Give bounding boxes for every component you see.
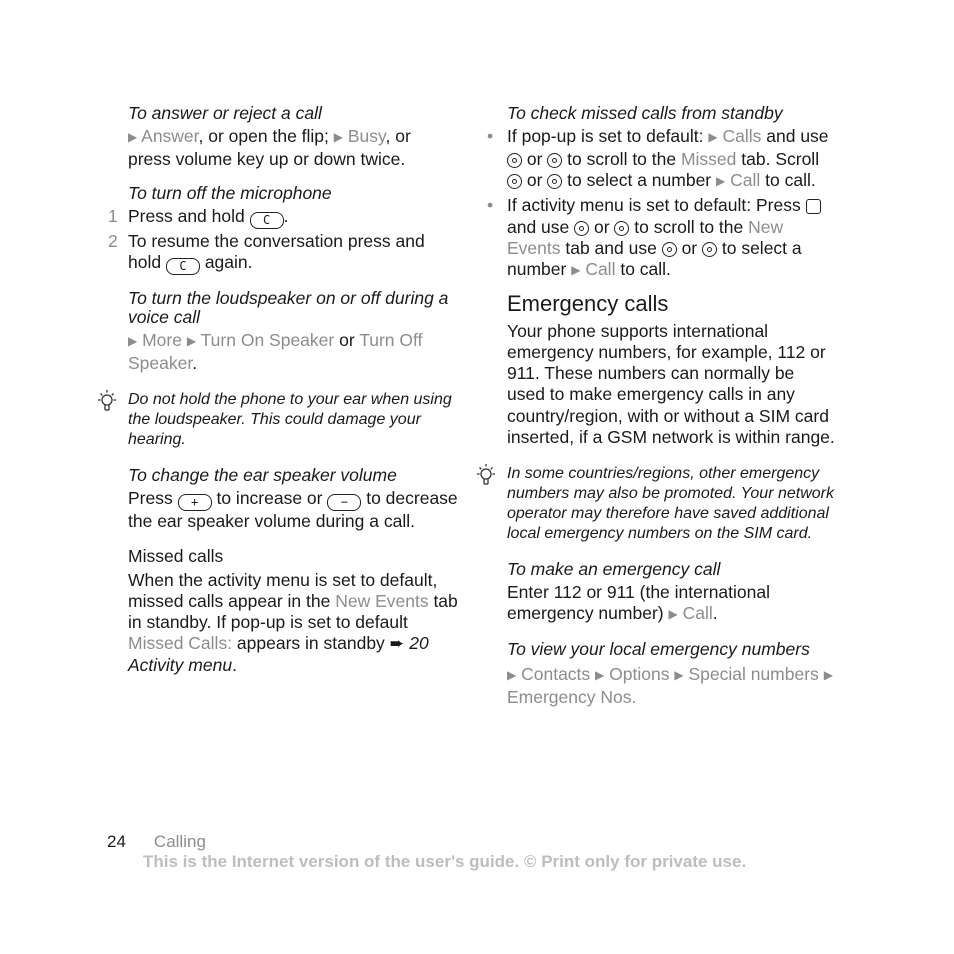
activity-menu-key-icon bbox=[806, 199, 821, 214]
menu-arrow-icon: ▶ bbox=[571, 263, 581, 278]
missed-calls-text: When the activity menu is set to default, missed calls appear in the New Events tab in standby. If pop-up is set to default Missed Calls: appears in standby ➨ 20 Activity menu. bbox=[128, 569, 458, 675]
answer-instruction: ▶ Answer, or open the flip; ▶ Busy, or press volume key up or down twice. bbox=[128, 125, 411, 169]
menu-arrow-icon: ▶ bbox=[186, 333, 197, 348]
answer-heading: To answer or reject a call bbox=[128, 103, 322, 123]
volume-heading: To change the ear speaker volume bbox=[128, 465, 397, 486]
reference-arrow-icon: ➨ bbox=[389, 633, 405, 654]
tip-emergency: In some countries/regions, other emergency numbers may also be promoted. Your network operator may therefore have saved additional local emergency numbers on the SIM card. bbox=[507, 464, 837, 544]
lightbulb-icon bbox=[473, 462, 499, 488]
nav-up-icon bbox=[662, 242, 677, 257]
view-emergency-heading: To view your local emergency numbers bbox=[507, 639, 810, 660]
nav-down-icon bbox=[547, 174, 562, 189]
speaker-instruction: ▶ More ▶ Turn On Speaker or Turn Off Speaker. bbox=[128, 329, 423, 374]
menu-arrow-icon: ▶ bbox=[716, 174, 726, 189]
plus-key-icon: + bbox=[178, 494, 212, 511]
page-footer bbox=[107, 832, 206, 852]
menu-busy: Busy bbox=[347, 125, 386, 146]
bullet-activity: • If activity menu is set to default: Press and use or to scroll to the New Events tab and use or to select a number ▶ Call to call. bbox=[507, 195, 837, 282]
volume-instruction: Press + to increase or − to decrease the ear speaker volume during a call. bbox=[128, 487, 458, 531]
menu-arrow-icon: ▶ bbox=[128, 333, 138, 348]
page-number: 24 bbox=[107, 832, 126, 851]
lightbulb-icon bbox=[94, 388, 120, 414]
make-emergency-text: Enter 112 or 911 (the international emergency number) ▶ Call. bbox=[507, 581, 770, 624]
section-name: Calling bbox=[153, 832, 206, 851]
mic-step-2: 2 To resume the conversation press and hold C again. bbox=[108, 230, 425, 273]
tip-loudspeaker: Do not hold the phone to your ear when using the loudspeaker. This could damage your hearing. bbox=[128, 390, 458, 450]
right-column bbox=[487, 103, 837, 709]
c-key-icon: C bbox=[166, 258, 200, 275]
menu-arrow-icon: ▶ bbox=[333, 129, 343, 144]
menu-answer: Answer bbox=[141, 125, 199, 146]
nav-right-icon bbox=[614, 221, 629, 236]
emergency-calls-text: Your phone supports international emergency numbers, for example, 112 or 911. These numbers can normally be used to make emergency calls in any country/region, with or without a SIM card inserted, if a GSM network is within range. bbox=[507, 320, 835, 448]
nav-down-icon bbox=[702, 242, 717, 257]
emergency-calls-title: Emergency calls bbox=[507, 290, 669, 316]
menu-arrow-icon: ▶ bbox=[823, 667, 833, 682]
menu-arrow-icon: ▶ bbox=[668, 607, 678, 622]
nav-up-icon bbox=[507, 174, 522, 189]
bullet-popup: • If pop-up is set to default: ▶ Calls and use or to scroll to the Missed tab. Scroll or to select a number ▶ Call to call. bbox=[487, 125, 829, 191]
c-key-icon: C bbox=[250, 212, 284, 229]
nav-right-icon bbox=[547, 153, 562, 168]
left-column bbox=[108, 103, 458, 676]
menu-arrow-icon: ▶ bbox=[507, 667, 517, 682]
disclaimer: This is the Internet version of the user's guide. © Print only for private use. bbox=[143, 852, 747, 871]
mic-step-1: 1 Press and hold C . bbox=[108, 205, 289, 227]
menu-arrow-icon: ▶ bbox=[595, 667, 605, 682]
view-emergency-path: ▶ Contacts ▶ Options ▶ Special numbers ▶ Emergency Nos. bbox=[507, 663, 833, 708]
nav-left-icon bbox=[507, 153, 522, 168]
make-emergency-heading: To make an emergency call bbox=[507, 559, 721, 580]
minus-key-icon: − bbox=[327, 494, 361, 511]
menu-arrow-icon: ▶ bbox=[708, 129, 718, 144]
menu-arrow-icon: ▶ bbox=[128, 129, 138, 144]
check-missed-heading: To check missed calls from standby bbox=[507, 103, 783, 123]
activity-menu-reference: 20 Activity menu bbox=[128, 633, 429, 675]
nav-left-icon bbox=[574, 221, 589, 236]
speaker-heading: To turn the loudspeaker on or off during a voice call bbox=[128, 287, 449, 328]
mic-heading: To turn off the microphone bbox=[128, 183, 332, 204]
menu-arrow-icon: ▶ bbox=[674, 667, 684, 682]
missed-calls-title: Missed calls bbox=[128, 546, 224, 567]
